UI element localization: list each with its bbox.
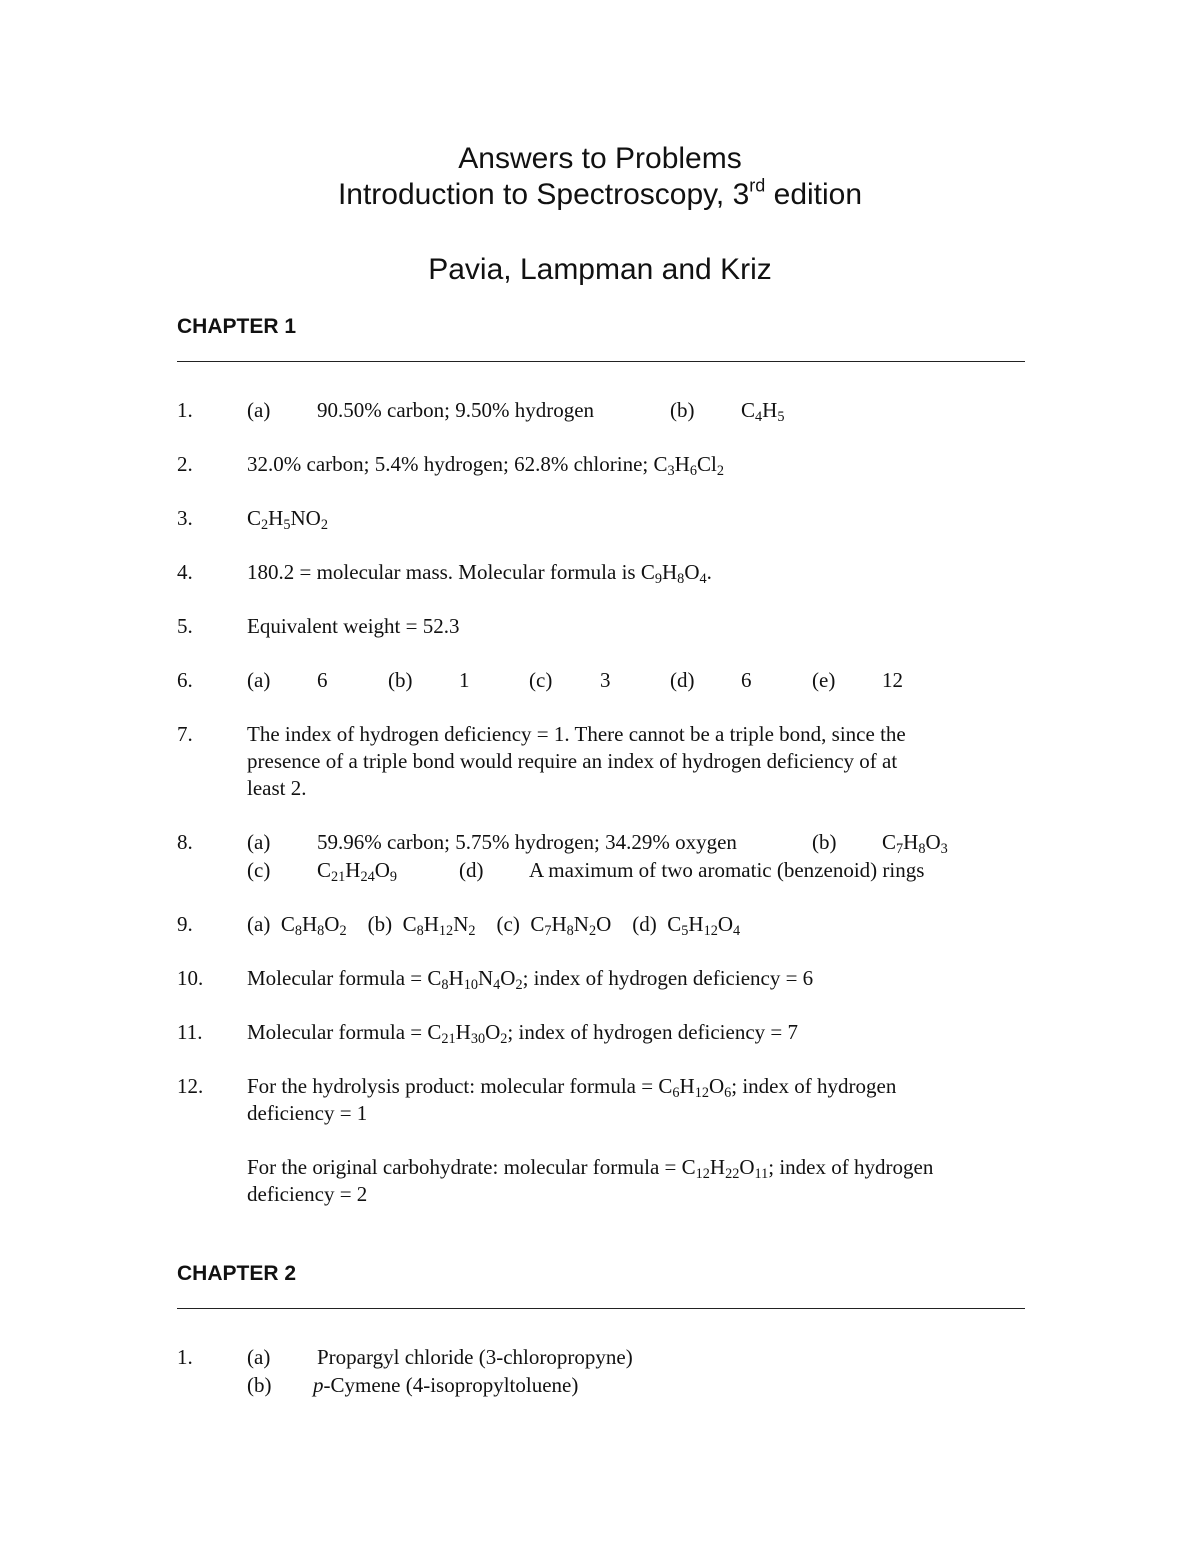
ch2-q1-number: 1. (177, 1345, 193, 1369)
ch1-q8-c-label: (c) (247, 858, 271, 882)
ch1-q9-number: 9. (177, 912, 193, 936)
ch1-q11-text: Molecular formula = $C_{21}H_{30}O_2$; index of hydrogen deficiency = 7 (247, 1020, 798, 1047)
ch1-q6-c-label: (c) (529, 668, 553, 692)
ch1-q12-p1-line-2: deficiency = 1 (247, 1101, 368, 1125)
ch1-q1-number: 1. (177, 398, 193, 422)
ch1-q8-a-text: 59.96% carbon; 5.75% hydrogen; 34.29% oxygen (317, 830, 737, 854)
ch1-q8-d-label: (d) (459, 858, 484, 882)
ch1-q2-text: 32.0% carbon; 5.4% hydrogen; 62.8% chlorine; $C_3H_6Cl_2$ (247, 452, 724, 479)
ch1-q9-answers: (a) $C_8H_8O_2$ (b) $C_8H_{12}N_2$ (c) $C_7H_8N_2O$ (d) $C_5H_{12}O_4$ (247, 912, 741, 939)
ch1-q2-number: 2. (177, 452, 193, 476)
ch1-q8-a-label: (a) (247, 830, 271, 854)
ch1-q6-d-value: 6 (741, 668, 752, 692)
ch1-q8-b-formula: $C_7H_8O_3$ (882, 830, 948, 857)
ch1-q6-number: 6. (177, 668, 193, 692)
ch1-q10-number: 10. (177, 966, 204, 990)
ch1-q4-number: 4. (177, 560, 193, 584)
book-title (0, 175, 1200, 212)
ch1-q3-number: 3. (177, 506, 193, 530)
ch1-q8-c-formula: $C_{21}H_{24}O_9$ (317, 858, 398, 885)
ch1-q7-line-2: presence of a triple bond would require an index of hydrogen deficiency of at (247, 749, 898, 773)
ch1-q6-a-value: 6 (317, 668, 328, 692)
ch1-q6-b-label: (b) (388, 668, 413, 692)
book-title-main: Introduction to Spectroscopy, 3 (337, 178, 750, 211)
ch1-q6-e-label: (e) (812, 668, 836, 692)
ch2-q1-a-text: Propargyl chloride (3-chloropropyne) (317, 1345, 633, 1369)
ch1-q11-number: 11. (177, 1020, 203, 1044)
ch2-q1-b-text: p-Cymene (4-isopropyltoluene) (313, 1373, 579, 1397)
authors: Pavia, Lampman and Kriz (428, 253, 772, 286)
ch1-q8-number: 8. (177, 830, 193, 854)
ch1-q12-number: 12. (177, 1074, 204, 1098)
ch1-q1-b-label: (b) (670, 398, 695, 422)
ch1-q6-a-label: (a) (247, 668, 271, 692)
ch1-q7-line-3: least 2. (247, 776, 307, 800)
ch1-q7-line-1: The index of hydrogen deficiency = 1. There cannot be a triple bond, since the (247, 722, 906, 746)
chapter-1-divider (177, 361, 1025, 362)
ch1-q4-text: 180.2 = molecular mass. Molecular formula is $C_9H_8O_4$. (247, 560, 712, 587)
ch1-q12-p2-line-2: deficiency = 2 (247, 1182, 368, 1206)
ch1-q3-formula: $C_2H_5NO_2$ (247, 506, 328, 533)
ch1-q1-a-label: (a) (247, 398, 271, 422)
ch1-q12-p2-line-1: For the original carbohydrate: molecular formula = $C_{12}H_{22}O_{11}$; index of hydrogen (247, 1155, 934, 1182)
ch1-q6-c-value: 3 (600, 668, 611, 692)
ch1-q8-b-label: (b) (812, 830, 837, 854)
ch1-q1-a-text: 90.50% carbon; 9.50% hydrogen (317, 398, 595, 422)
ch1-q6-b-value: 1 (459, 668, 470, 692)
ch1-q6-e-value: 12 (882, 668, 903, 692)
chapter-1-heading: CHAPTER 1 (177, 315, 297, 338)
ch1-q1-b-formula: $C_4H_5$ (741, 398, 785, 425)
ch1-q7-number: 7. (177, 722, 193, 746)
book-title-superscript: rd (749, 175, 766, 196)
ch1-q8-d-text: A maximum of two aromatic (benzenoid) rings (529, 858, 925, 882)
document-title: Answers to Problems (458, 142, 742, 175)
chapter-2-heading: CHAPTER 2 (177, 1262, 297, 1285)
ch2-q1-a-label: (a) (247, 1345, 271, 1369)
ch1-q5-number: 5. (177, 614, 193, 638)
ch2-q1-b-label: (b) (247, 1373, 272, 1397)
chapter-2-divider (177, 1308, 1025, 1309)
ch1-q6-d-label: (d) (670, 668, 695, 692)
ch1-q10-text: Molecular formula = $C_8H_{10}N_4O_2$; index of hydrogen deficiency = 6 (247, 966, 814, 993)
ch1-q5-text: Equivalent weight = 52.3 (247, 614, 460, 638)
ch1-q12-p1-line-1: For the hydrolysis product: molecular formula = $C_6H_{12}O_6$; index of hydrogen (247, 1074, 897, 1101)
book-title-edition: edition (765, 178, 863, 211)
